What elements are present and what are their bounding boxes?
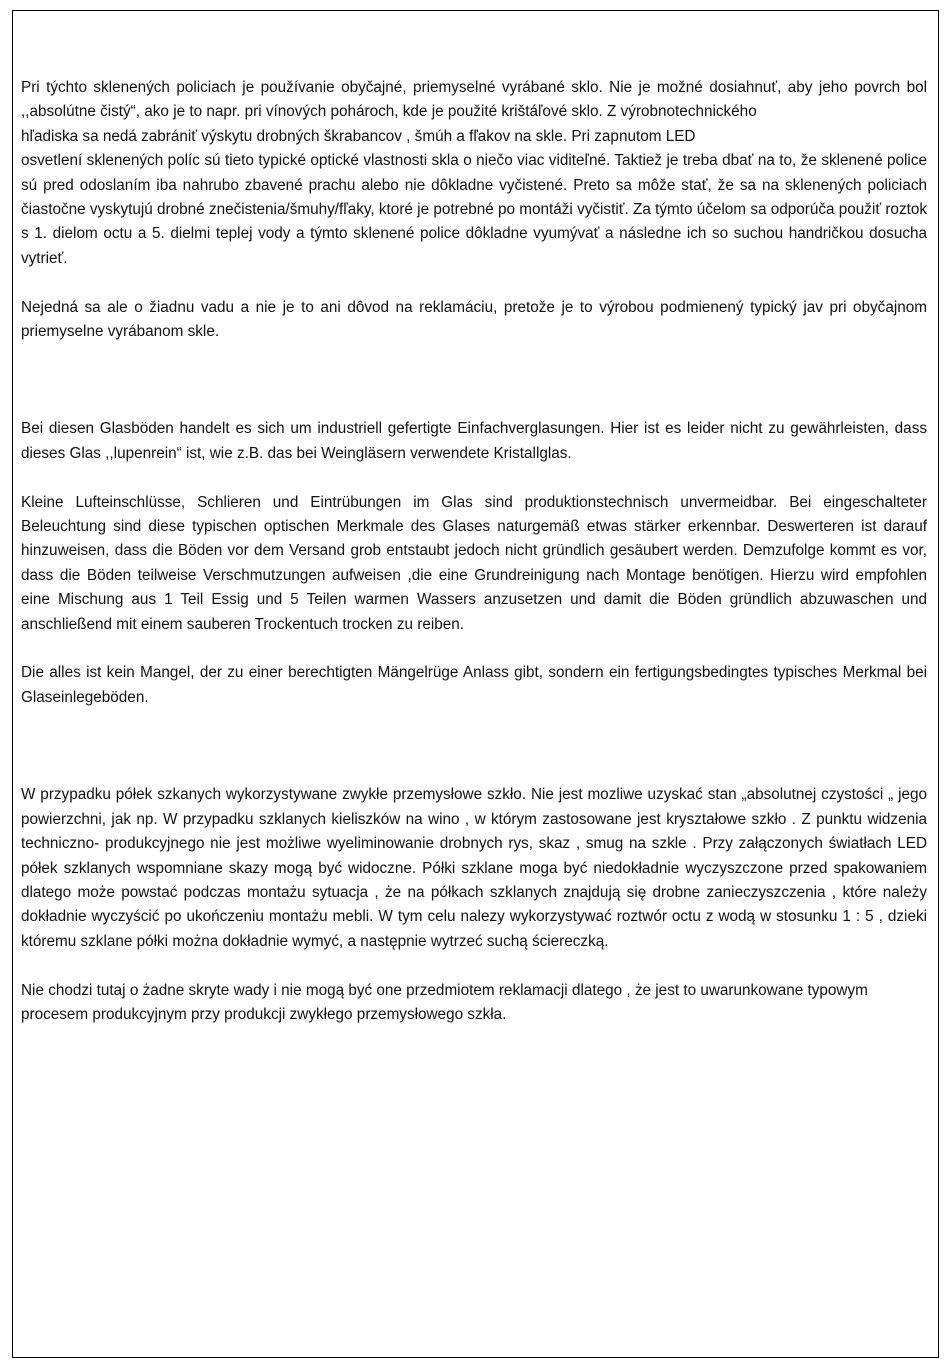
slovak-paragraph-1-line-3: osvetlení sklenených políc sú tieto typické optické vlastnosti skla o niečo viac viditeľné. Taktiež je treba dbať na to, že sklenené police sú pred odoslaním iba nahrubo zbavené prachu alebo nie dôkladne vyčistené. Preto sa môže stať, že sa na sklenených policiach čiastočne vyskytujú drobné znečistenia/šmuhy/fľaky, ktoré je potrebné po montáži vyčistiť. Za týmto účelom sa odporúča použiť roztok s 1. dielom octu a 5. dielmi teplej vody a týmto sklenené police dôkladne vyumývať a následne ich so suchou handričkou dosucha vytrieť. — [21, 152, 927, 267]
slovak-paragraph-2: Nejedná sa ale o žiadnu vadu a nie je to ani dôvod na reklamáciu, pretože je to výrobou podmienený typický jav pri obyčajnom priemyselne vyrábanom skle. — [21, 298, 927, 341]
german-paragraph-2: Kleine Lufteinschlüsse, Schlieren und Eintrübungen im Glas sind produktionstechnisch unvermeidbar. Bei eingeschalteter Beleuchtung sind diese typischen optischen Merkmale des Glases naturgemäß etwas stärker erkennbar. Deswerteren ist darauf hinzuweisen, dass die Böden vor dem Versand grob entstaubt jedoch nicht gründlich gesäubert werden. Demzufolge kommt es vor, dass die Böden teilweise Verschmutzungen aufweisen ,die eine Grundreinigung nach Montage benötigen. Hierzu wird empfohlen eine Mischung aus 1 Teil Essig und 5 Teilen warmen Wassers anzusetzen und damit die Böden gründlich abzuwaschen und anschließend mit einem sauberen Trockentuch trocken zu reiben. — [21, 493, 927, 633]
polish-paragraph-2: Nie chodzi tutaj o żadne skryte wady i nie mogą być one przedmiotem reklamacji dlatego , że jest to uwarunkowane typowym procesem produkcyjnym przy produkcji zwykłego przemysłowego szkła. — [21, 981, 868, 1023]
german-paragraph-1: Bei diesen Glasböden handelt es sich um industriell gefertigte Einfachverglasungen. Hier ist es leider nicht zu gewährleisten, dass dieses Glas ,,lupenrein“ ist, wie z.B. das bei Weingläsern verwendete Kristallglas. — [21, 420, 927, 462]
polish-paragraph-1: W przypadku półek szkanych wykorzystywane zwykłe przemysłowe szkło. Nie jest mozliwe uzyskać stan „absolutnej czystości „ jego powierzchni, jak np. W przypadku szklanych kieliszków na wino , w którym zastosowane jest kryształowe szkło . Z punktu widzenia techniczno- produkcyjnego nie jest możliwe wyeliminowanie drobnych rys, skaz , smug na szkle . Przy załączonych światłach LED półek szklanych wspomniane skazy mogą być widoczne. Półki szklane moga być niedokładnie wyczyszczone przed spakowaniem dlatego może powstać podczas montażu sytuacja , że na półkach szklanych znajdują się drobne zanieczyszczenia , które należy dokładnie wyczyścić po ukończeniu montażu mebli. W tym celu nalezy wykorzystywać roztwór octu z wodą w stosunku 1 : 5 , dzieki któremu szklane półki można dokładnie wymyć, a następnie wytrzeć suchą ściereczką. — [21, 786, 927, 950]
slovak-paragraph-1-line-1: Pri týchto sklenených policiach je používanie obyčajné, priemyselné vyrábané sklo. Nie je možné dosiahnuť, aby jeho povrch bol ,,absolútne čistý“, ako je to napr. pri vínových pohároch, kde je použité krištáľové sklo. Z výrobnotechnického — [21, 79, 927, 121]
german-paragraph-3: Die alles ist kein Mangel, der zu einer berechtigten Mängelrüge Anlass gibt, sondern ein fertigungsbedingtes typisches Merkmal bei Glaseinlegeböden. — [21, 664, 927, 706]
document-body — [21, 76, 927, 1027]
slovak-paragraph-1-line-2: hľadiska sa nedá zabrániť výskytu drobných škrabancov , šmúh a fľakov na skle. Pri zapnutom LED — [21, 127, 696, 145]
polish-section — [21, 783, 927, 1027]
german-section — [21, 417, 927, 710]
slovak-section — [21, 76, 927, 344]
